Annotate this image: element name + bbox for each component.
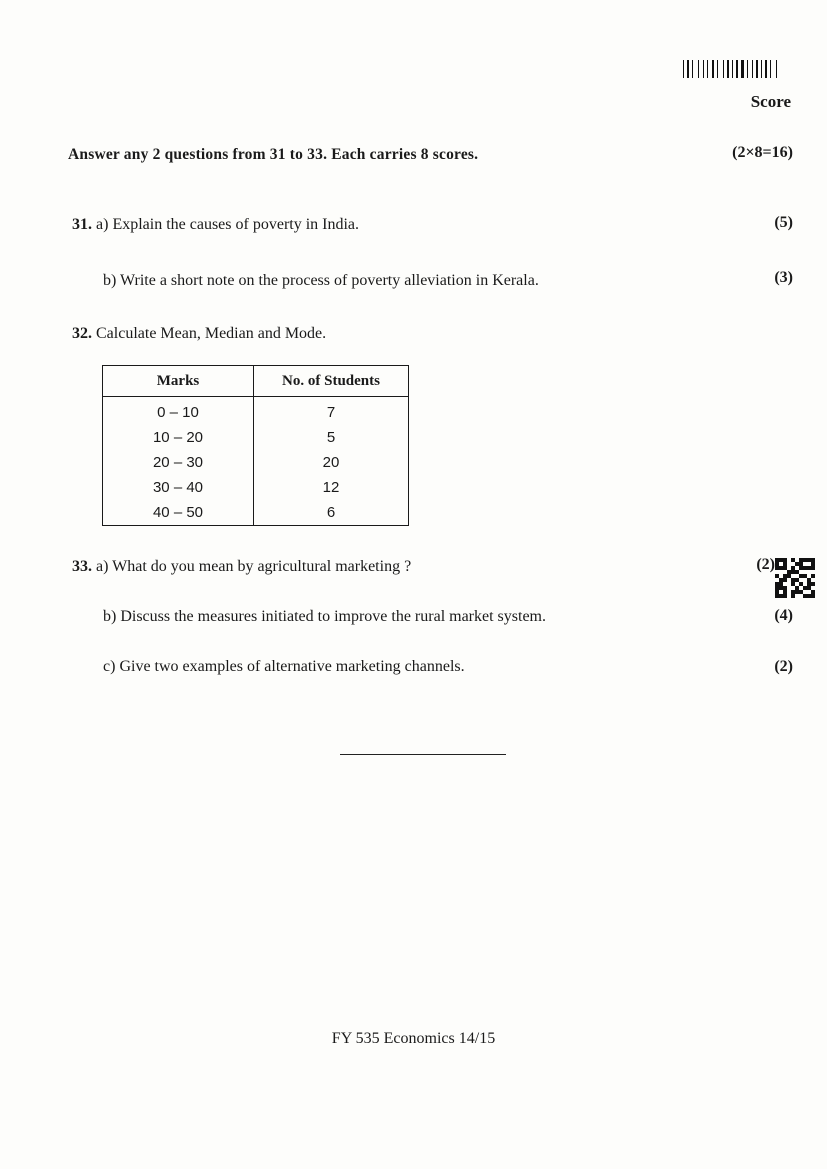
table-header-row bbox=[103, 366, 409, 397]
column-header-students: No. of Students bbox=[254, 366, 409, 397]
qr-cell bbox=[803, 574, 807, 578]
question-33c bbox=[103, 658, 465, 676]
qr-cell bbox=[799, 558, 803, 562]
qr-cell bbox=[779, 586, 783, 590]
question-32 bbox=[72, 325, 326, 343]
table-cell: 20 – 30 bbox=[103, 450, 254, 475]
table-cell: 7 bbox=[254, 397, 409, 426]
qr-cell bbox=[807, 594, 811, 598]
barcode bbox=[683, 60, 793, 78]
qr-cell bbox=[811, 582, 815, 586]
score-column-heading: Score bbox=[750, 92, 791, 111]
qr-cell bbox=[811, 594, 815, 598]
barcode-bar bbox=[752, 60, 753, 78]
question-number: 32. bbox=[72, 325, 92, 342]
barcode-bar bbox=[723, 60, 724, 78]
barcode-bar bbox=[747, 60, 748, 78]
table-cell: 0 – 10 bbox=[103, 397, 254, 426]
qr-code bbox=[775, 558, 815, 602]
question-number: 33. bbox=[72, 558, 92, 575]
qr-cell bbox=[795, 590, 799, 594]
qr-cell bbox=[775, 586, 779, 590]
part-label: a) bbox=[96, 558, 109, 575]
qr-cell bbox=[775, 562, 779, 566]
barcode-bar bbox=[770, 60, 771, 78]
question-text: Write a short note on the process of poverty alleviation in Kerala. bbox=[120, 272, 539, 289]
qr-cell bbox=[803, 594, 807, 598]
qr-cell bbox=[799, 566, 803, 570]
part-label: c) bbox=[103, 658, 116, 675]
question-text: Give two examples of alternative marketing channels. bbox=[119, 658, 465, 675]
barcode-bar bbox=[703, 60, 704, 78]
qr-cell bbox=[807, 578, 811, 582]
marks-frequency-table bbox=[102, 365, 409, 526]
part-label: b) bbox=[103, 608, 117, 625]
table-cell: 6 bbox=[254, 500, 409, 526]
question-33b bbox=[103, 608, 546, 626]
question-number: 31. bbox=[72, 216, 92, 233]
qr-cell bbox=[787, 570, 791, 574]
qr-cell bbox=[803, 566, 807, 570]
qr-cell bbox=[791, 590, 795, 594]
qr-cell bbox=[775, 558, 779, 562]
question-33a-marks: (2) bbox=[756, 556, 775, 573]
question-text: Discuss the measures initiated to improve the rural market system. bbox=[120, 608, 546, 625]
table-cell: 20 bbox=[254, 450, 409, 475]
qr-cell bbox=[775, 566, 779, 570]
qr-cell bbox=[807, 558, 811, 562]
barcode-bar bbox=[683, 60, 684, 78]
qr-cell bbox=[779, 566, 783, 570]
barcode-bar bbox=[692, 60, 693, 78]
qr-cell bbox=[799, 590, 803, 594]
table-cell: 30 – 40 bbox=[103, 475, 254, 500]
qr-cell bbox=[775, 594, 779, 598]
qr-cell bbox=[779, 558, 783, 562]
qr-cell bbox=[795, 570, 799, 574]
barcode-bar bbox=[707, 60, 708, 78]
barcode-bar bbox=[732, 60, 733, 78]
table-cell: 40 – 50 bbox=[103, 500, 254, 526]
question-text: Explain the causes of poverty in India. bbox=[112, 216, 360, 233]
barcode-bar bbox=[736, 60, 738, 78]
qr-cell bbox=[775, 574, 779, 578]
question-text: What do you mean by agricultural marketing ? bbox=[112, 558, 412, 575]
end-rule bbox=[340, 754, 506, 755]
qr-cell bbox=[783, 590, 787, 594]
question-text: Calculate Mean, Median and Mode. bbox=[96, 325, 327, 342]
qr-cell bbox=[783, 562, 787, 566]
qr-cell bbox=[775, 590, 779, 594]
qr-cell bbox=[791, 594, 795, 598]
part-label: b) bbox=[103, 272, 117, 289]
qr-cell bbox=[791, 566, 795, 570]
part-label: a) bbox=[96, 216, 109, 233]
question-31b-marks: (3) bbox=[774, 269, 793, 286]
question-33b-marks: (4) bbox=[774, 607, 793, 624]
barcode-bar bbox=[756, 60, 758, 78]
question-31b bbox=[103, 272, 539, 290]
qr-cell bbox=[783, 586, 787, 590]
qr-cell bbox=[791, 558, 795, 562]
section-instruction: Answer any 2 questions from 31 to 33. Each carries 8 scores. bbox=[68, 146, 479, 163]
barcode-bar bbox=[712, 60, 714, 78]
qr-cell bbox=[799, 562, 803, 566]
table-cell: 5 bbox=[254, 425, 409, 450]
section-marks: (2×8=16) bbox=[732, 144, 793, 161]
page-footer: FY 535 Economics 14/15 bbox=[331, 1030, 496, 1047]
table-row bbox=[103, 450, 409, 475]
question-33a bbox=[72, 558, 411, 576]
barcode-bar bbox=[687, 60, 689, 78]
barcode-bar bbox=[698, 60, 699, 78]
qr-cell bbox=[779, 582, 783, 586]
qr-cell bbox=[811, 566, 815, 570]
qr-cell bbox=[783, 558, 787, 562]
qr-cell bbox=[795, 578, 799, 582]
qr-cell bbox=[787, 574, 791, 578]
qr-cell bbox=[803, 558, 807, 562]
qr-cell bbox=[791, 578, 795, 582]
qr-cell bbox=[811, 574, 815, 578]
table-row bbox=[103, 475, 409, 500]
qr-cell bbox=[795, 586, 799, 590]
qr-cell bbox=[779, 578, 783, 582]
qr-cell bbox=[799, 574, 803, 578]
barcode-bar bbox=[765, 60, 767, 78]
barcode-bar bbox=[717, 60, 718, 78]
qr-cell bbox=[811, 590, 815, 594]
qr-cell bbox=[783, 578, 787, 582]
qr-cell bbox=[811, 562, 815, 566]
barcode-bar bbox=[727, 60, 729, 78]
table-cell: 10 – 20 bbox=[103, 425, 254, 450]
table-row bbox=[103, 500, 409, 526]
qr-cell bbox=[783, 574, 787, 578]
table-row bbox=[103, 397, 409, 426]
qr-cell bbox=[783, 594, 787, 598]
qr-cell bbox=[811, 558, 815, 562]
barcode-bar bbox=[741, 60, 744, 78]
question-31a-marks: (5) bbox=[774, 214, 793, 231]
qr-cell bbox=[783, 566, 787, 570]
qr-cell bbox=[791, 570, 795, 574]
qr-cell bbox=[795, 562, 799, 566]
question-31a bbox=[72, 216, 359, 234]
barcode-bar bbox=[761, 60, 762, 78]
qr-cell bbox=[775, 582, 779, 586]
qr-cell bbox=[803, 586, 807, 590]
qr-cell bbox=[799, 582, 803, 586]
qr-cell bbox=[807, 582, 811, 586]
column-header-marks: Marks bbox=[103, 366, 254, 397]
qr-cell bbox=[779, 594, 783, 598]
barcode-bar bbox=[776, 60, 777, 78]
qr-cell bbox=[791, 582, 795, 586]
qr-cell bbox=[807, 566, 811, 570]
question-33c-marks: (2) bbox=[774, 658, 793, 675]
qr-cell bbox=[807, 586, 811, 590]
table-row bbox=[103, 425, 409, 450]
table-cell: 12 bbox=[254, 475, 409, 500]
